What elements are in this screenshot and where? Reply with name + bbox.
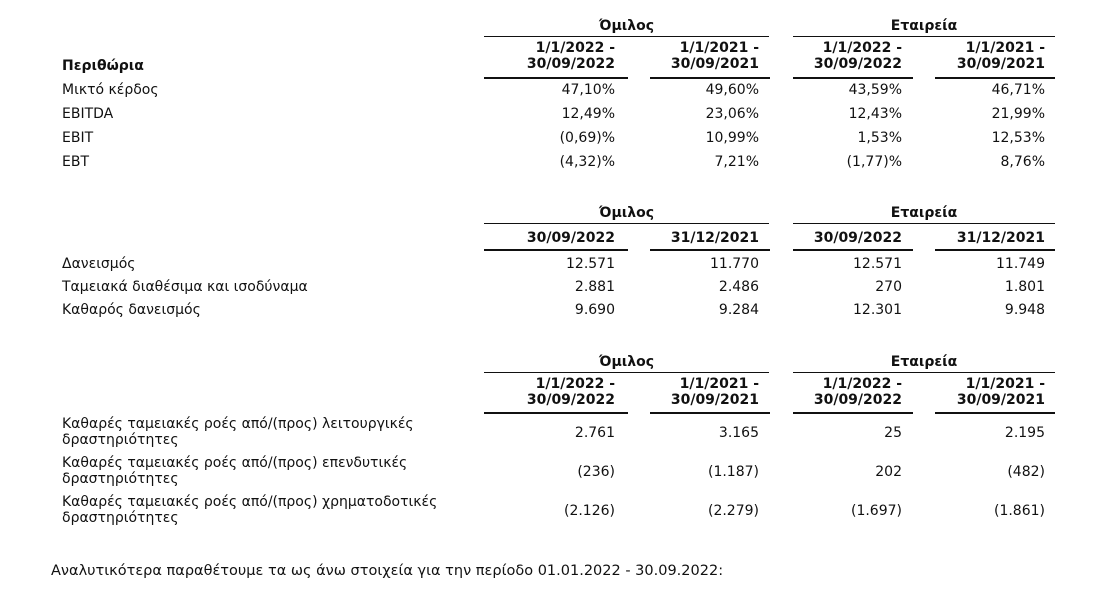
cell-value: 23,06% (705, 106, 759, 122)
cell-value: 12.301 (853, 302, 902, 318)
company-header: Εταιρεία (890, 18, 958, 34)
cell-value: 270 (875, 279, 902, 295)
cell-value: 12.571 (853, 256, 902, 272)
company-header: Εταιρεία (890, 354, 958, 370)
column-header: 1/1/2021 - 30/09/2021 (956, 376, 1045, 408)
column-rule (650, 249, 770, 251)
row-label: EBT (62, 154, 90, 170)
column-rule (793, 412, 913, 414)
group-header-underline (484, 372, 769, 373)
cell-value: 2.881 (574, 279, 615, 295)
column-header: 30/09/2022 (526, 230, 615, 246)
column-rule (935, 249, 1055, 251)
row-label: Καθαρές ταμειακές ροές από/(προς) χρηματοδοτικές δραστηριότητες (62, 494, 438, 526)
row-label: EBIT (62, 130, 94, 146)
cell-value: 202 (875, 464, 902, 480)
group-header: Όμιλος (598, 354, 654, 370)
cell-value: (1,77)% (846, 154, 902, 170)
column-rule (935, 77, 1055, 79)
cell-value: 1,53% (857, 130, 902, 146)
company-header-underline (793, 36, 1055, 37)
group-header-underline (484, 223, 769, 224)
cell-value: 12,43% (848, 106, 902, 122)
cell-value: 21,99% (991, 106, 1045, 122)
row-label: Καθαρές ταμειακές ροές από/(προς) λειτουργικές δραστηριότητες (62, 416, 414, 448)
column-rule (793, 77, 913, 79)
cell-value: (482) (1007, 464, 1045, 480)
column-header: 1/1/2021 - 30/09/2021 (956, 40, 1045, 72)
row-label: Μικτό κέρδος (62, 82, 159, 98)
company-header-underline (793, 223, 1055, 224)
cell-value: (0,69)% (559, 130, 615, 146)
cell-value: 3.165 (718, 425, 759, 441)
row-label: Καθαρές ταμειακές ροές από/(προς) επενδυτικές δραστηριότητες (62, 455, 408, 487)
footer-paragraph: Αναλυτικότερα παραθέτουμε τα ως άνω στοιχεία για την περίοδο 01.01.2022 - 30.09.2022: (51, 563, 724, 579)
cell-value: 7,21% (714, 154, 759, 170)
cell-value: 11.749 (996, 256, 1045, 272)
company-header-underline (793, 372, 1055, 373)
group-header: Όμιλος (598, 205, 654, 221)
row-label: EBITDA (62, 106, 114, 122)
group-header: Όμιλος (598, 18, 654, 34)
column-header: 1/1/2022 - 30/09/2022 (813, 40, 902, 72)
cell-value: 1.801 (1004, 279, 1045, 295)
cell-value: 2.761 (574, 425, 615, 441)
cell-value: (236) (577, 464, 615, 480)
column-rule (650, 77, 770, 79)
cell-value: 2.195 (1004, 425, 1045, 441)
cell-value: 2.486 (718, 279, 759, 295)
cell-value: (1.187) (707, 464, 759, 480)
cell-value: 49,60% (705, 82, 759, 98)
column-header: 30/09/2022 (813, 230, 902, 246)
column-rule (484, 412, 628, 414)
row-label: Ταμειακά διαθέσιμα και ισοδύναμα (62, 279, 308, 295)
cell-value: 12,49% (561, 106, 615, 122)
column-header: 1/1/2022 - 30/09/2022 (526, 376, 615, 408)
column-header: 31/12/2021 (670, 230, 759, 246)
cell-value: 9.948 (1004, 302, 1045, 318)
cell-value: 46,71% (991, 82, 1045, 98)
cell-value: (2.126) (563, 503, 615, 519)
cell-value: 9.284 (718, 302, 759, 318)
column-rule (484, 77, 628, 79)
column-header: 31/12/2021 (956, 230, 1045, 246)
cell-value: 10,99% (705, 130, 759, 146)
cell-value: (4,32)% (559, 154, 615, 170)
column-header: 1/1/2022 - 30/09/2022 (526, 40, 615, 72)
column-header: 1/1/2021 - 30/09/2021 (670, 376, 759, 408)
cell-value: 8,76% (1000, 154, 1045, 170)
row-label: Καθαρός δανεισμός (62, 302, 201, 318)
cell-value: (1.861) (993, 503, 1045, 519)
row-label: Δανεισμός (62, 256, 136, 272)
cell-value: 12.571 (566, 256, 615, 272)
column-rule (793, 249, 913, 251)
column-header: 1/1/2022 - 30/09/2022 (813, 376, 902, 408)
cell-value: 25 (884, 425, 902, 441)
cell-value: 11.770 (710, 256, 759, 272)
column-rule (935, 412, 1055, 414)
group-header-underline (484, 36, 769, 37)
column-rule (650, 412, 770, 414)
company-header: Εταιρεία (890, 205, 958, 221)
table-title: Περιθώρια (62, 58, 144, 74)
cell-value: 9.690 (574, 302, 615, 318)
cell-value: 43,59% (848, 82, 902, 98)
cell-value: 12,53% (991, 130, 1045, 146)
cell-value: 47,10% (561, 82, 615, 98)
column-rule (484, 249, 628, 251)
cell-value: (1.697) (850, 503, 902, 519)
column-header: 1/1/2021 - 30/09/2021 (670, 40, 759, 72)
cell-value: (2.279) (707, 503, 759, 519)
